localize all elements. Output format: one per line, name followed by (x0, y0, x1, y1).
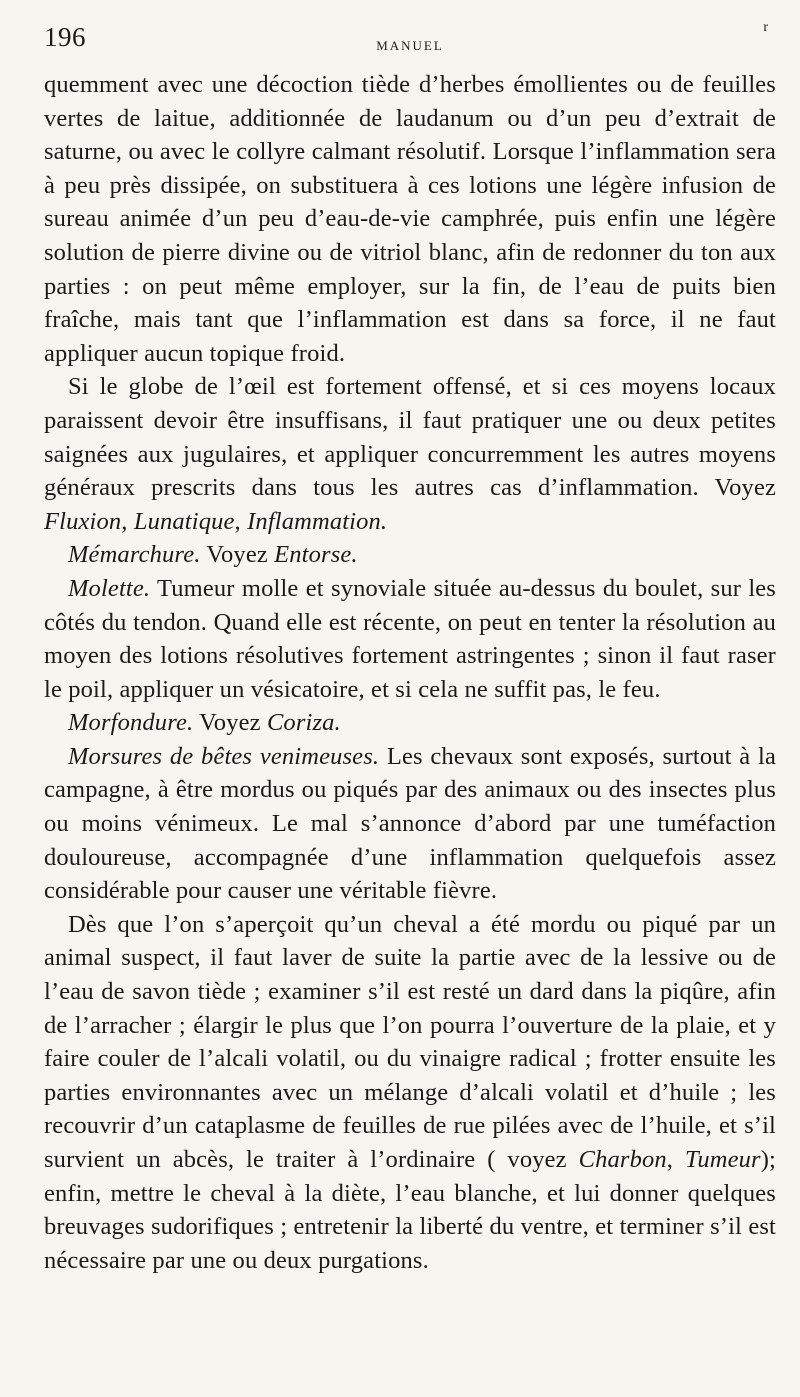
corner-mark: r (763, 20, 768, 35)
italic-term: Fluxion (44, 507, 122, 535)
italic-term: Inflammation. (247, 507, 388, 535)
page-number: 196 (44, 22, 86, 52)
italic-term: Charbon (578, 1146, 667, 1173)
paragraph (44, 370, 776, 538)
dictionary-entry (44, 706, 776, 740)
italic-term: Tumeur (684, 1146, 761, 1173)
running-head: MANUEL (376, 38, 444, 53)
text-run: Voyez (193, 709, 267, 737)
text-run: Voyez (200, 541, 275, 569)
italic-term: Coriza. (266, 709, 341, 737)
dictionary-entry (44, 538, 776, 572)
text-run: Si le globe de l’œil est fortement offensé, et si ces moyens locaux paraissent devoir être insuffisans, il faut pratiquer une ou deux petites saignées aux jugulaires, et appliquer concurremment les autres moyens généraux prescrits dans tous les autres cas d’inflammation. Voyez (44, 373, 776, 502)
dictionary-entry (44, 740, 776, 908)
italic-term: Molette. (68, 574, 151, 602)
italic-term: Morsures de bêtes venimeuses. (68, 742, 380, 770)
text-run: quemment avec une décoction tiède d’herbes émollientes ou de feuilles vertes de laitue, additionnée de laudanum ou d’un peu d’extrait de saturne, ou avec le collyre calmant résolutif. Lorsque l’inflammation sera à peu près dissipée, on substituera à ces lotions une légère infusion de sureau animée d’un peu d’eau-de-vie camphrée, puis enfin une légère solution de pierre divine ou de vitriol blanc, afin de redonner du ton aux parties : on peut même employer, sur la fin, de l’eau de puits bien fraîche, mais tant que l’inflammation est dans sa force, il ne faut appliquer aucun topique froid. (44, 71, 776, 367)
body-text (44, 68, 776, 1277)
text-run: , (121, 507, 134, 535)
text-run: , (666, 1146, 685, 1173)
text-run: Les chevaux sont exposés, surtout à la campagne, à être mordus ou piqués par des animaux ou des insectes plus ou moins vénimeux. Le mal s’annonce d’abord par une tuméfaction douloureuse, accompagnée d’une inflammation quelquefois assez considérable pour causer une véritable fièvre. (44, 742, 776, 905)
text-run: Tumeur molle et synoviale située au-dessus du boulet, sur les côtés du tendon. Quand elle est récente, on peut en tenter la résolution au moyen des lotions résolutives fortement astringentes ; sinon il faut raser le poil, appliquer un vésicatoire, et si cela ne suffit pas, le feu. (44, 574, 776, 703)
text-run: , (234, 507, 248, 535)
italic-term: Entorse. (274, 541, 358, 569)
text-run: Dès que l’on s’aperçoit qu’un cheval a été mordu ou piqué par un animal suspect, il faut laver de suite la partie avec de la lessive ou de l’eau de savon tiède ; examiner s’il est resté un dard dans la piqûre, afin de l’arracher ; élargir le plus que l’on pourra l’ouverture de la plaie, et y faire couler de l’alcali volatil, ou du vinaigre radical ; frotter ensuite les parties environnantes avec un mélange d’alcali volatil et d’huile ; les recouvrir d’un cataplasme de feuilles de rue pilées avec de l’huile, et s’il survient un abcès, le traiter à l’ordinaire ( voyez (44, 910, 776, 1173)
paragraph-continued (44, 68, 776, 370)
italic-term: Mémarchure. (68, 541, 201, 569)
italic-term: Morfondure. (68, 709, 194, 737)
text-run: ); enfin, mettre le cheval à la diète, l’eau blanche, et lui donner quelques breuvages sudorifiques ; entretenir la liberté du ventre, et terminer s’il est nécessaire par une ou deux purgations. (44, 1146, 777, 1274)
dictionary-entry (44, 572, 776, 706)
paragraph (44, 908, 776, 1278)
italic-term: Lunatique (133, 507, 235, 535)
page-header (44, 20, 776, 68)
